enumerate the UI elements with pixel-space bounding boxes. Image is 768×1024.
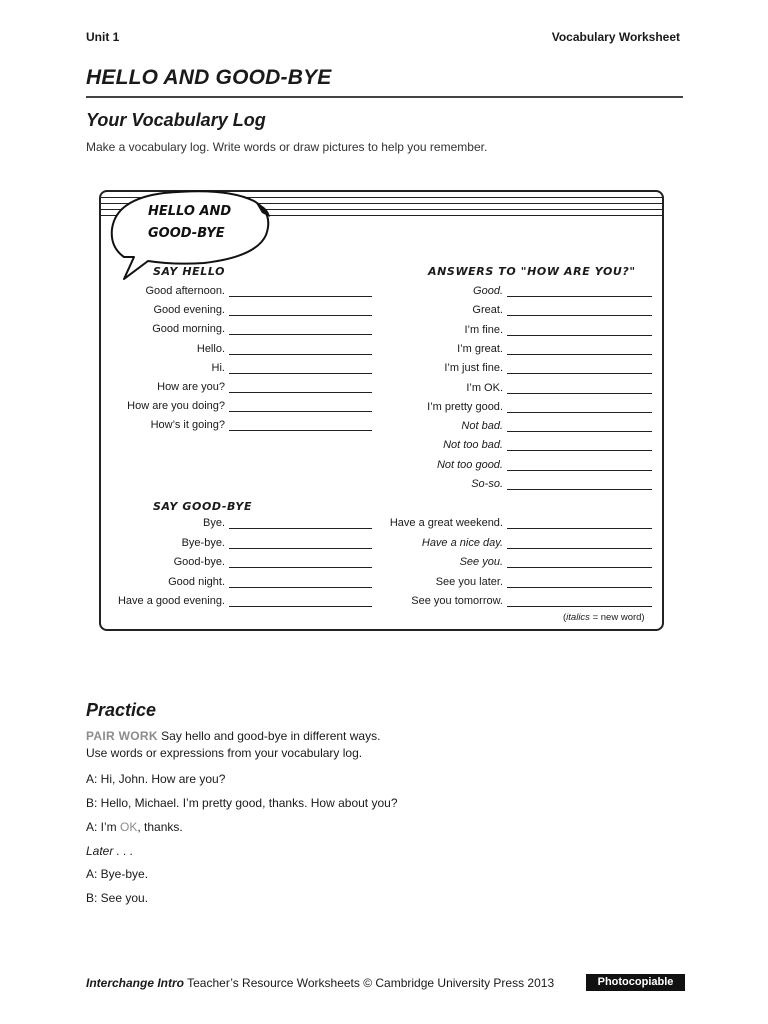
vocab-entry [100,576,503,594]
vocab-phrase: How’s it going? [150,419,225,432]
category-answers: ANSWERS TO "HOW ARE YOU?" [428,265,636,278]
dialogue-line: B: See you. [86,891,149,905]
write-in-line[interactable] [507,450,652,451]
vocab-phrase: I’m fine. [464,323,503,336]
vocab-phrase: Not too bad. [443,439,503,452]
vocab-phrase: Good. [473,285,503,297]
vocab-phrase: Good evening. [153,304,225,317]
dialogue-line: A: Hi, John. How are you? [86,772,226,786]
vocab-entry [100,439,503,457]
unit-label: Unit 1 [86,30,120,44]
dialogue-line: B: Hello, Michael. I’m pretty good, thanks. How about you? [86,796,398,810]
footer [86,976,554,990]
pair-work-text: Say hello and good-bye in different ways. [157,729,381,743]
vocab-entry [100,517,503,535]
vocab-phrase: See you later. [435,575,503,588]
vocab-phrase: See you tomorrow. [411,595,503,607]
pair-work-label: PAIR WORK [86,729,158,743]
vocab-phrase: Bye. [202,517,225,529]
vocab-entry [100,595,503,613]
vocab-entry [100,285,503,303]
vocab-phrase: Good-bye. [173,556,225,568]
legend-italics: italics [566,612,590,623]
write-in-line[interactable] [507,587,652,588]
vocab-phrase: I’m just fine. [444,362,503,375]
vocab-phrase: How are you doing? [127,400,225,413]
category-say-goodbye: SAY GOOD-BYE [153,500,253,513]
write-in-line[interactable] [507,296,652,297]
vocab-entry [100,478,503,496]
vocab-phrase: Good morning. [152,323,225,336]
vocab-phrase: Good night. [168,575,225,588]
write-in-line[interactable] [507,548,652,549]
dialogue-text: A: I’m [86,820,121,834]
photocopiable-badge: Photocopiable [586,974,685,991]
legend-open: ( [563,612,567,623]
category-say-hello: SAY HELLO [153,265,226,278]
practice-instruction: Use words or expressions from your vocabulary log. [86,746,363,760]
vocab-entry [100,382,503,400]
highlighted-word: OK [120,820,138,834]
bubble-line: GOOD-BYE [148,226,225,241]
write-in-line[interactable] [507,335,652,336]
write-in-line[interactable] [507,567,652,568]
vocab-phrase: How are you? [157,381,225,393]
pair-work-instruction [86,729,380,743]
vocab-entry [100,401,503,419]
speech-bubble-text [148,201,231,245]
dialogue-later: Later . . . [86,844,134,858]
vocab-entry [100,556,503,574]
practice-heading: Practice [86,700,157,720]
write-in-line[interactable] [507,470,652,471]
vocab-entry [100,420,503,438]
vocab-phrase: I’m OK. [466,381,503,394]
vocab-phrase: Hi. [211,361,225,374]
dialogue-line [86,820,183,834]
write-in-line[interactable] [507,393,652,394]
vocab-phrase: Have a great weekend. [389,517,503,529]
vocab-phrase: Great. [472,304,503,317]
vocab-phrase: Have a nice day. [421,536,503,549]
write-in-line[interactable] [507,315,652,316]
write-in-line[interactable] [507,606,652,607]
legend [563,612,645,623]
dialogue-line: A: Bye-bye. [86,867,149,881]
dialogue-text: , thanks. [137,820,183,834]
vocab-entry [100,459,503,477]
vocab-log-instructions: Make a vocabulary log. Write words or draw pictures to help you remember. [86,140,488,154]
vocab-phrase: Hello. [196,342,225,355]
vocab-phrase: Not bad. [461,420,503,433]
write-in-line[interactable] [507,354,652,355]
bubble-line: HELLO AND [148,204,232,219]
vocab-entry [100,304,503,322]
vocab-phrase: See you. [459,556,503,568]
vocab-phrase: Not too good. [436,458,503,471]
write-in-line[interactable] [507,373,652,374]
vocab-entry [100,537,503,555]
vocab-phrase: Have a good evening. [117,595,225,607]
vocab-phrase: So-so. [471,478,503,490]
write-in-line[interactable] [507,489,652,490]
legend-rest: = new word) [589,612,645,623]
vocab-phrase: Bye-bye. [181,536,225,549]
page-title: HELLO AND GOOD-BYE [86,66,332,89]
write-in-line[interactable] [507,431,652,432]
write-in-line[interactable] [507,528,652,529]
title-divider [86,96,683,98]
write-in-line[interactable] [507,412,652,413]
vocab-phrase: I’m pretty good. [427,400,503,413]
vocab-log-heading: Your Vocabulary Log [86,110,266,130]
vocab-entry [100,343,503,361]
vocab-phrase: Good afternoon. [145,285,225,297]
footer-text: Teacher’s Resource Worksheets © Cambridge University Press 2013 [184,976,555,990]
vocab-entry [100,324,503,342]
vocab-entry [100,362,503,380]
vocab-phrase: I’m great. [457,342,503,355]
worksheet-type: Vocabulary Worksheet [551,30,680,44]
footer-series: Interchange Intro [86,976,185,990]
